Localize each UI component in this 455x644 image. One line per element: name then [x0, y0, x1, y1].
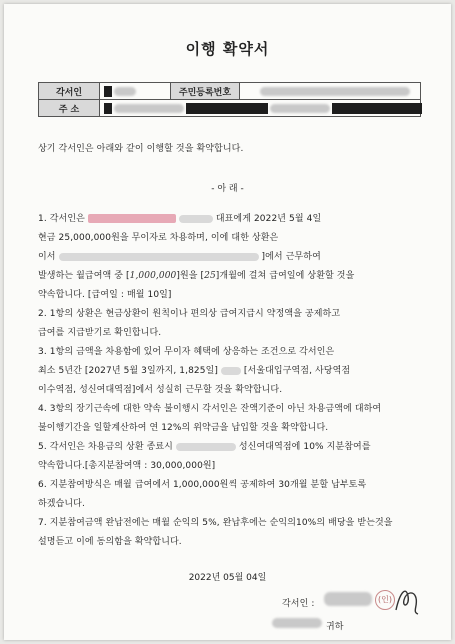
seal-stamp: (인) [375, 590, 395, 610]
signature-mark [392, 582, 422, 616]
clause-4-line-2: 불이행기간을 일할계산하여 연 12%의 위약금을 납입할 것을 확약합니다. [38, 423, 329, 433]
clause-text: ]개월에 걸쳐 급여일에 상환할 것을 [215, 271, 355, 281]
clause-1-line-5: 약속합니다. [급여일 : 매월 10일] [38, 290, 172, 300]
clause-3-line-1: 3. 1항의 금액을 차용함에 있어 무이자 혜택에 상응하는 조건으로 각서인은 [38, 347, 335, 357]
recipient-suffix: 귀하 [326, 622, 344, 632]
recipient-blur [272, 618, 322, 628]
clause-6-line-2: 하겠습니다. [38, 499, 85, 509]
clause-1-line-1 [38, 211, 321, 224]
redaction-blur [114, 87, 136, 96]
clause-7-line-1: 7. 지분참여금액 완납전에는 매월 순익의 5%, 완납후에는 순익의10%의 배당을 받는것을 [38, 518, 393, 528]
redaction-mark [104, 103, 112, 114]
document-date: 2022년 05월 04일 [188, 573, 267, 583]
redaction-blur [179, 215, 213, 223]
redaction-mark [186, 103, 268, 114]
clause-1-line-2: 현금 25,000,000원을 무이자로 차용하며, 이에 대한 상환은 [38, 233, 279, 243]
issuer-label: 각서인 [39, 83, 100, 100]
redaction-mark [88, 214, 176, 223]
info-table [38, 82, 421, 117]
handwritten-amount: 1,000,000 [129, 271, 177, 281]
workplace-suffix: ]에서 근무하여 [261, 252, 321, 262]
intro-text: 상기 각서인은 아래와 같이 이행할 것을 확약합니다. [38, 144, 244, 154]
clause-6-line-1: 6. 지분참여방식은 매월 급여에서 1,000,000원씩 공제하여 30개월 분할 납부토록 [38, 480, 367, 490]
clause-text: 발생하는 월급여액 중 [ [38, 271, 130, 281]
redaction-blur [176, 443, 236, 451]
clause-text: 최소 5년간 [2027년 5월 3일까지, 1,825일] [38, 366, 218, 376]
redaction-blur [221, 367, 241, 375]
redaction-blur [260, 87, 410, 96]
clause-3-line-2 [38, 363, 350, 376]
clause-5-line-1 [38, 439, 371, 452]
redaction-blur [114, 104, 184, 113]
address-label: 주 소 [39, 100, 100, 117]
clause-text: ]원을 [ [176, 271, 205, 281]
clause-1-prefix: 1. 각서인은 [38, 214, 85, 224]
workplace-prefix: 이서 [38, 252, 56, 262]
id-number-value [240, 83, 421, 100]
redaction-mark [332, 103, 422, 114]
clause-1-line-3 [38, 249, 321, 262]
clause-4-line-1: 4. 3항의 장기근속에 대한 약속 불이행시 각서인은 잔액기준이 아닌 차용금액에 대하여 [38, 404, 382, 414]
clause-1-suffix: 대표에게 2022년 5월 4일 [215, 214, 322, 224]
clause-5-line-2: 약속합니다.[총지분참여액 : 30,000,000원] [38, 461, 216, 471]
id-number-label: 주민등록번호 [171, 83, 240, 100]
signer-label: 각서인 : [282, 599, 315, 609]
clause-3-line-3: 이수역점, 성신여대역점]에서 성실히 근무할 것을 확약합니다. [38, 385, 283, 395]
document-page [4, 4, 451, 640]
handwritten-months: 25 [204, 271, 216, 281]
clause-1-line-4 [38, 268, 354, 281]
address-value [100, 100, 421, 117]
document-title: 이행 확약서 [185, 40, 270, 58]
redaction-blur [59, 253, 259, 261]
clause-text: 성신여대역점에 10% 지분참여를 [238, 442, 371, 452]
clause-7-line-2: 설명듣고 이에 동의함을 확약합니다. [38, 537, 182, 547]
redaction-blur [270, 104, 330, 113]
clause-2-line-2: 급여를 지급받기로 확인합니다. [38, 328, 162, 338]
issuer-name-value [100, 83, 171, 100]
redaction-mark [104, 86, 112, 97]
clause-text: 5. 각서인은 차용금의 상환 종료시 [38, 442, 173, 452]
clause-text: [서울대입구역점, 사당역점 [243, 366, 351, 376]
below-heading: - 아 래 - [211, 184, 244, 194]
signer-name-blur [324, 592, 372, 606]
clause-2-line-1: 2. 1항의 상환은 현금상환이 원칙이나 편의상 급여지급시 약정액을 공제하고 [38, 309, 341, 319]
